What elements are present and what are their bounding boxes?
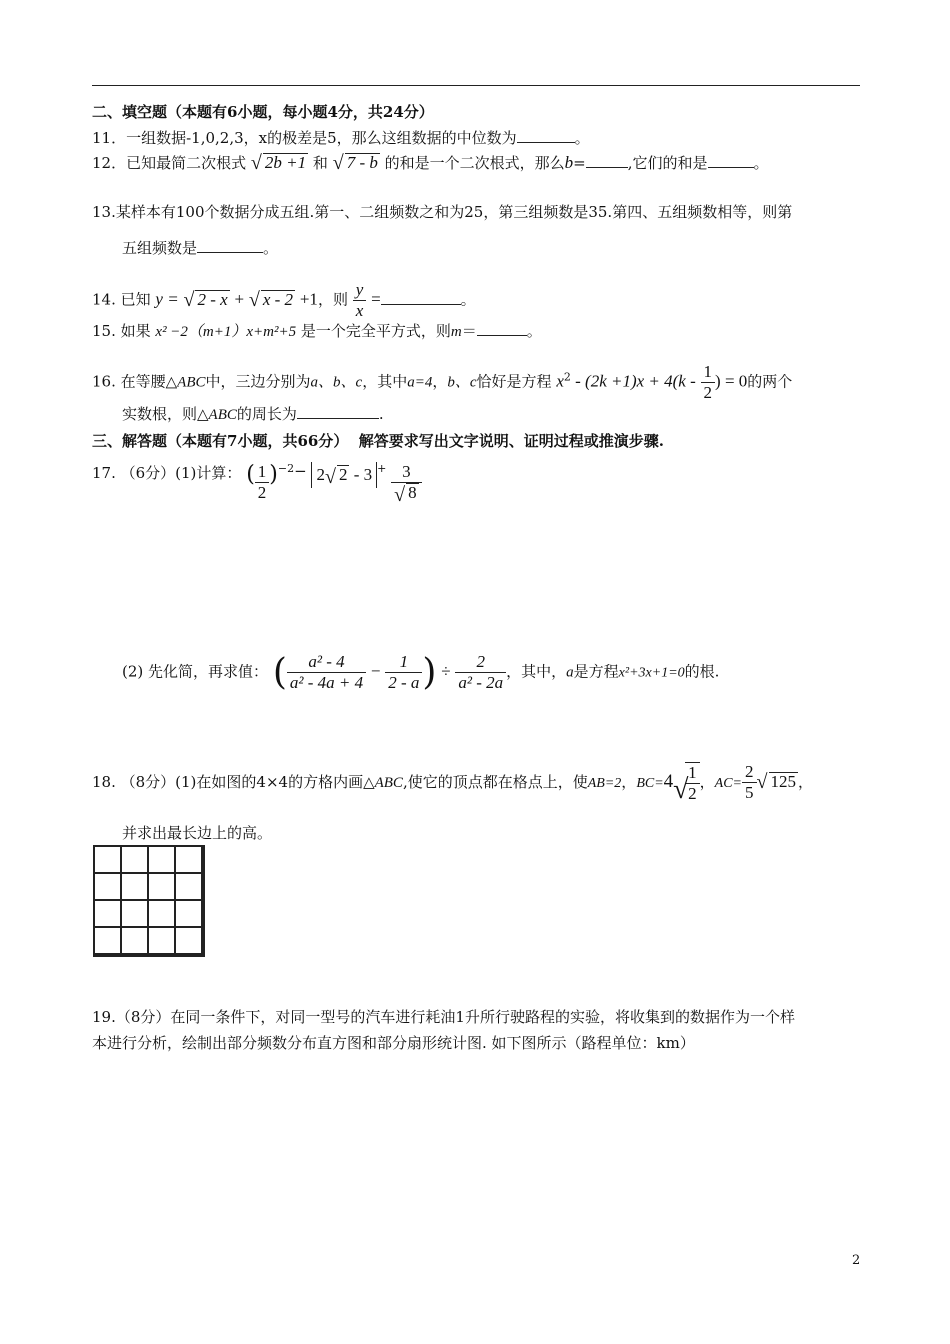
question-17-part-2: (2) 先化简，再求值： ( $\frac{\text{a² - 4}}{\text{a² - 4a + 4}}$ − $\frac{1}{2 - a}$ ) ÷ $\frac{2}{\text{a² - 2a}}$ ，其中，a是方程x²+3x+1=0的根. <box>122 652 720 693</box>
q14-fraction: $\frac{y}{x}$ <box>353 280 367 321</box>
question-18-line-1: 18. （8分）(1)在如图的4×4的方格内画△ABC,使它的顶点都在格点上，使AB=2，BC=4 √ $\frac{1}{2}$ ，AC= $\frac{2}{5}$ √ 125 ， <box>92 762 814 805</box>
question-17-part-1: 17. （6分）(1)计算： ( $\frac{1}{2}$ )$^{-2}$− 2 √ 2 - 3 + 3 √ 8 <box>92 462 422 503</box>
question-12: 12．已知最简二次根式 √ 2b +1 和 √ 7 - b 的和是一个二次根式，那么b= ,它们的和是 。 <box>92 152 769 174</box>
top-rule <box>92 85 860 86</box>
q12-answer-blank-b[interactable] <box>586 153 628 168</box>
question-18-line-2: 并求出最长边上的高。 <box>122 824 273 842</box>
q17-fraction: 3 √ 8 <box>391 462 422 503</box>
q13-answer-blank[interactable] <box>197 238 263 253</box>
question-16-line-1: 16. 在等腰△ABC中，三边分别为a、b、c，其中a=4，b、c恰好是方程 $x^2 - (2k +1)x + 4(k$ - $\frac{1}{2}$ ) = 0的两个 <box>92 362 793 402</box>
q12-answer-blank-sum[interactable] <box>708 153 754 168</box>
section-3-heading: 三、解答题（本题有7小题，共66分） 解答要求写出文字说明、证明过程或推演步骤. <box>92 432 665 450</box>
question-16-line-2: 实数根，则△ABC的周长为 . <box>122 405 384 423</box>
q14-answer-blank[interactable] <box>381 290 461 305</box>
square-grid-4x4[interactable] <box>93 845 205 957</box>
question-14: 14. 已知 y = √ 2 - x + √ x - 2 +1，则 $\frac{y}{x}$ = 。 <box>92 280 476 320</box>
q16-answer-blank[interactable] <box>297 404 379 419</box>
question-19-line-1: 19.（8分）在同一条件下，对同一型号的汽车进行耗油1升所行驶路程的实验，将收集到的数据作为一个样 <box>92 1008 795 1026</box>
q17-fraction-2: $\frac{1}{2 - a}$ <box>385 652 422 693</box>
q17-absolute-value: 2 √ 2 - 3 <box>311 462 377 488</box>
q15-answer-blank[interactable] <box>477 321 527 336</box>
q16-half-fraction: $\frac{1}{2}$ <box>701 362 716 403</box>
question-13-line-2: 五组频数是 。 <box>122 239 279 257</box>
question-11: 11．一组数据-1,0,2,3，x的极差是5，那么这组数据的中位数为 。 <box>92 129 590 147</box>
q18-ac-fraction: $\frac{2}{5}$ <box>742 762 757 803</box>
q14-radical-1: √ 2 - x <box>183 288 228 311</box>
q11-answer-blank[interactable] <box>517 128 575 143</box>
q12-radical-2: √ 7 - b <box>332 152 378 174</box>
question-19-line-2: 本进行分析，绘制出部分频数分布直方图和部分扇形统计图. 如下图所示（路程单位：km） <box>92 1034 695 1052</box>
q17-fraction-1: $\frac{\text{a² - 4}}{\text{a² - 4a + 4}}$ <box>287 652 366 693</box>
q14-radical-2: √ x - 2 <box>248 288 294 311</box>
q11-text: 11．一组数据-1,0,2,3，x的极差是5，那么这组数据的中位数为 <box>92 129 517 147</box>
page-number: 2 <box>852 1253 861 1268</box>
q12-radical-1: √ 2b +1 <box>250 152 307 174</box>
question-15: 15. 如果 x² −2（m+1）x+m²+5 是一个完全平方式，则m＝ 。 <box>92 322 542 340</box>
question-13-line-1: 13.某样本有100个数据分成五组.第一、二组频数之和为25，第三组频数是35.第四、五组频数相等，则第 <box>92 203 793 221</box>
q17-half-fraction: $\frac{1}{2}$ <box>255 462 270 503</box>
section-2-heading: 二、填空题（本题有6小题，每小题4分，共24分） <box>92 103 434 121</box>
q17-fraction-3: $\frac{2}{\text{a² - 2a}}$ <box>455 652 506 693</box>
